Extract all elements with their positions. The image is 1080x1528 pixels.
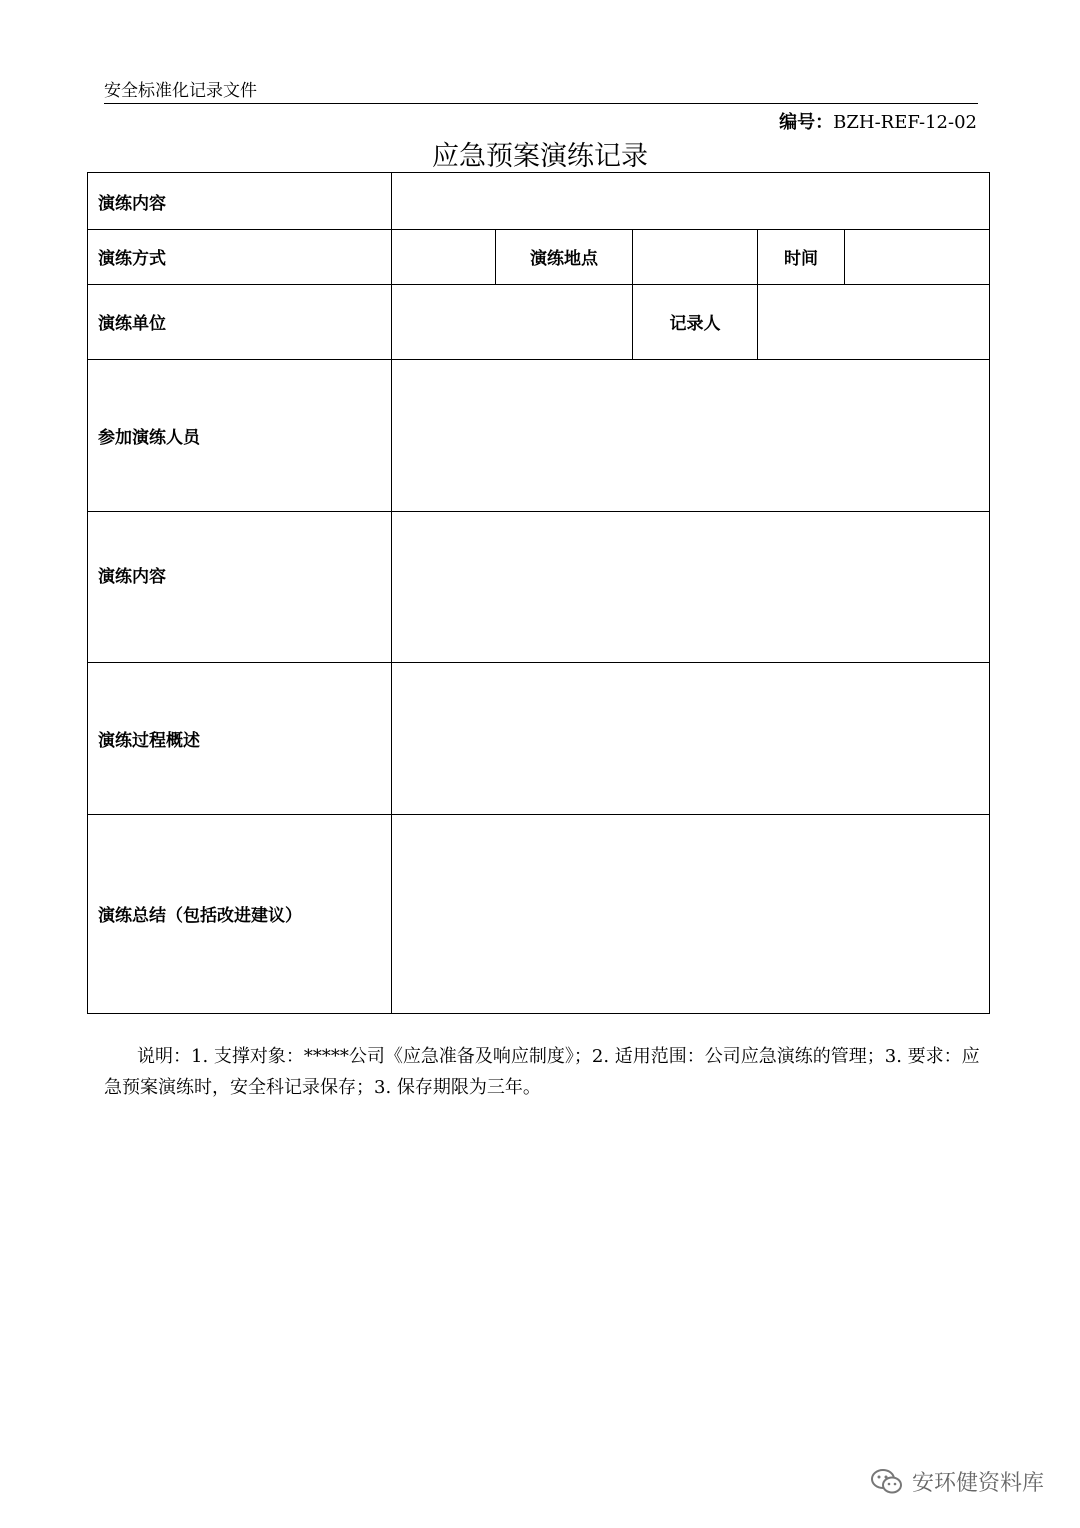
row-divider [88,359,989,360]
column-divider [844,229,845,284]
page-title: 应急预案演练记录 [432,141,648,172]
document-code-label: 编号： [779,112,834,133]
column-divider [391,173,392,1013]
drill-record-form [87,172,990,1014]
document-code [779,108,977,134]
drill-content-detail-label: 演练内容 [98,567,166,587]
wechat-icon [870,1468,904,1496]
participants-label: 参加演练人员 [98,427,200,448]
drill-method-label: 演练方式 [98,249,166,269]
row-divider [88,662,989,663]
header-divider [104,103,978,104]
watermark [870,1466,1044,1497]
column-divider [632,229,633,284]
header-text: 安全标准化记录文件 [104,81,257,101]
explanation-note: 说明：1. 支撑对象：*****公司《应急准备及响应制度》；2. 适用范围：公司应急演练的管理；3. 要求：应急预案演练时，安全科记录保存；3. 保存期限为三年。 [104,1046,980,1098]
drill-location-label: 演练地点 [530,249,598,269]
column-divider [757,284,758,359]
drill-content-label: 演练内容 [98,193,166,214]
drill-process-label: 演练过程概述 [98,730,200,751]
drill-time-label: 时间 [784,249,818,269]
document-code-value: BZH-REF-12-02 [833,112,977,133]
row-divider [88,284,989,285]
recorder-label: 记录人 [669,314,721,334]
row-divider [88,511,989,512]
drill-unit-label: 演练单位 [98,314,166,334]
drill-summary-label: 演练总结（包括改进建议） [98,906,302,926]
watermark-text: 安环健资料库 [911,1471,1044,1496]
